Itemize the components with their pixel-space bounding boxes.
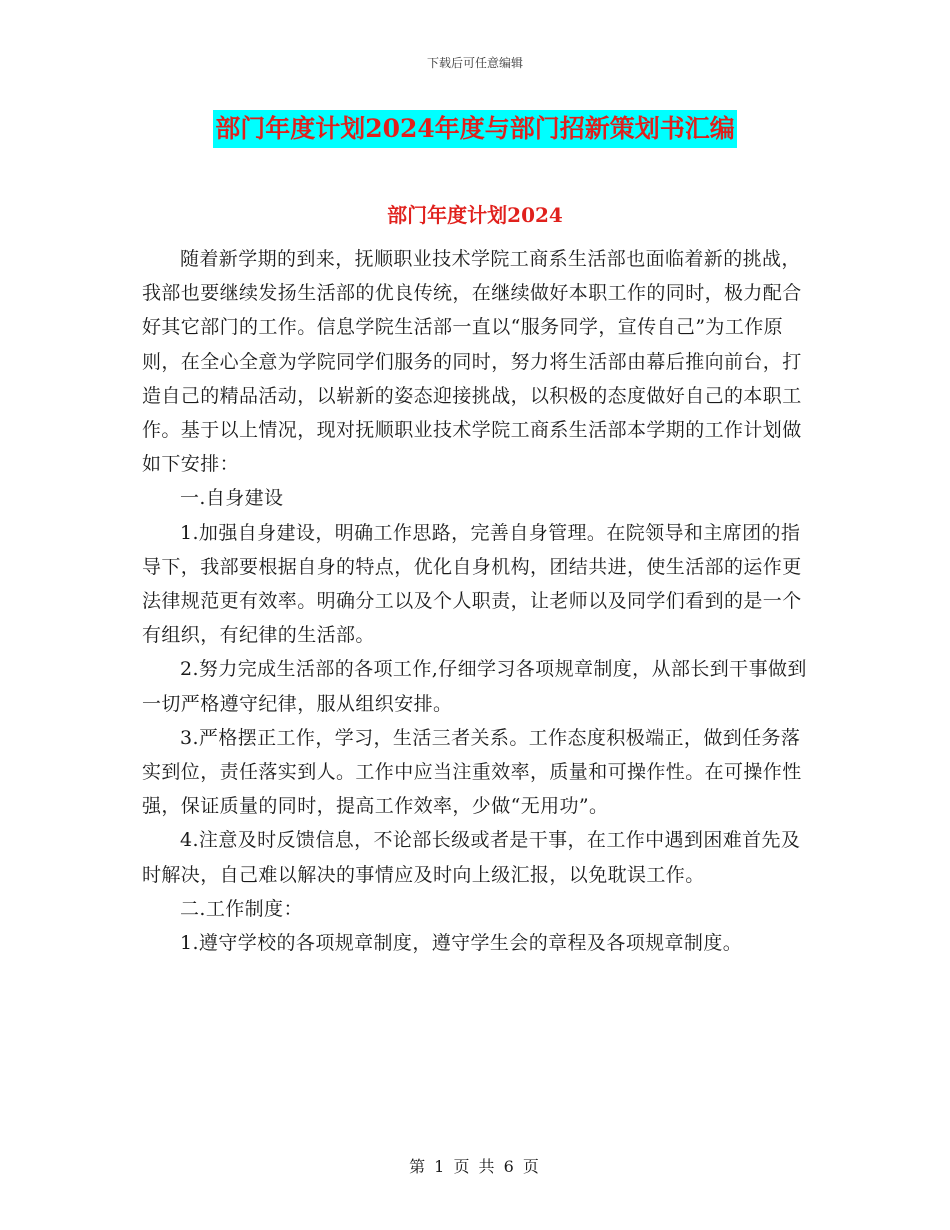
paragraph-item-3: 3.严格摆正工作，学习，生活三者关系。工作态度积极端正，做到任务落实到位，责任落实到人。工作中应当注重效率，质量和可操作性。在可操作性强，保证质量的同时，提高工作效率，少做“无用功”。	[142, 726, 802, 818]
section-title: 部门年度计划2024	[387, 203, 563, 227]
page-header: 下载后可任意编辑	[426, 56, 523, 70]
paragraph-system-item-1: 1.遵守学校的各项规章制度，遵守学生会的章程及各项规章制度。	[180, 932, 743, 955]
heading-work-system: 二.工作制度：	[180, 897, 303, 920]
paragraph-item-2: 2.努力完成生活部的各项工作,仔细学习各项规章制度，从部长到干事做到一切严格遵守纪律，服从组织安排。	[142, 658, 807, 715]
document-title	[0, 110, 950, 148]
paragraph-item-1: 1.加强自身建设，明确工作思路，完善自身管理。在院领导和主席团的指导下，我部要根据自身的特点，优化自身机构，团结共进，使生活部的运作更法律规范更有效率。明确分工以及个人职责，让老师以及同学们看到的是一个有组织，有纪律的生活部。	[142, 521, 802, 647]
paragraph-intro: 随着新学期的到来，抚顺职业技术学院工商系生活部也面临着新的挑战，我部也要继续发扬生活部的优良传统，在继续做好本职工作的同时，极力配合好其它部门的工作。信息学院生活部一直以“服务同学，宣传自己”为工作原则，在全心全意为学院同学们服务的同时，努力将生活部由幕后推向前台，打造自己的精品活动，以崭新的姿态迎接挑战，以积极的态度做好自己的本职工作。基于以上情况，现对抚顺职业技术学院工商系生活部本学期的工作计划做如下安排：	[142, 248, 802, 476]
paragraph-item-4: 4.注意及时反馈信息，不论部长级或者是干事，在工作中遇到困难首先及时解决，自己难以解决的事情应及时向上级汇报，以免耽误工作。	[142, 829, 801, 886]
heading-self-building: 一.自身建设	[180, 487, 284, 510]
document-title-text: 部门年度计划2024年度与部门招新策划书汇编	[213, 110, 737, 148]
page-footer: 第 1 页 共 6 页	[409, 1157, 541, 1176]
document-body	[142, 242, 812, 960]
